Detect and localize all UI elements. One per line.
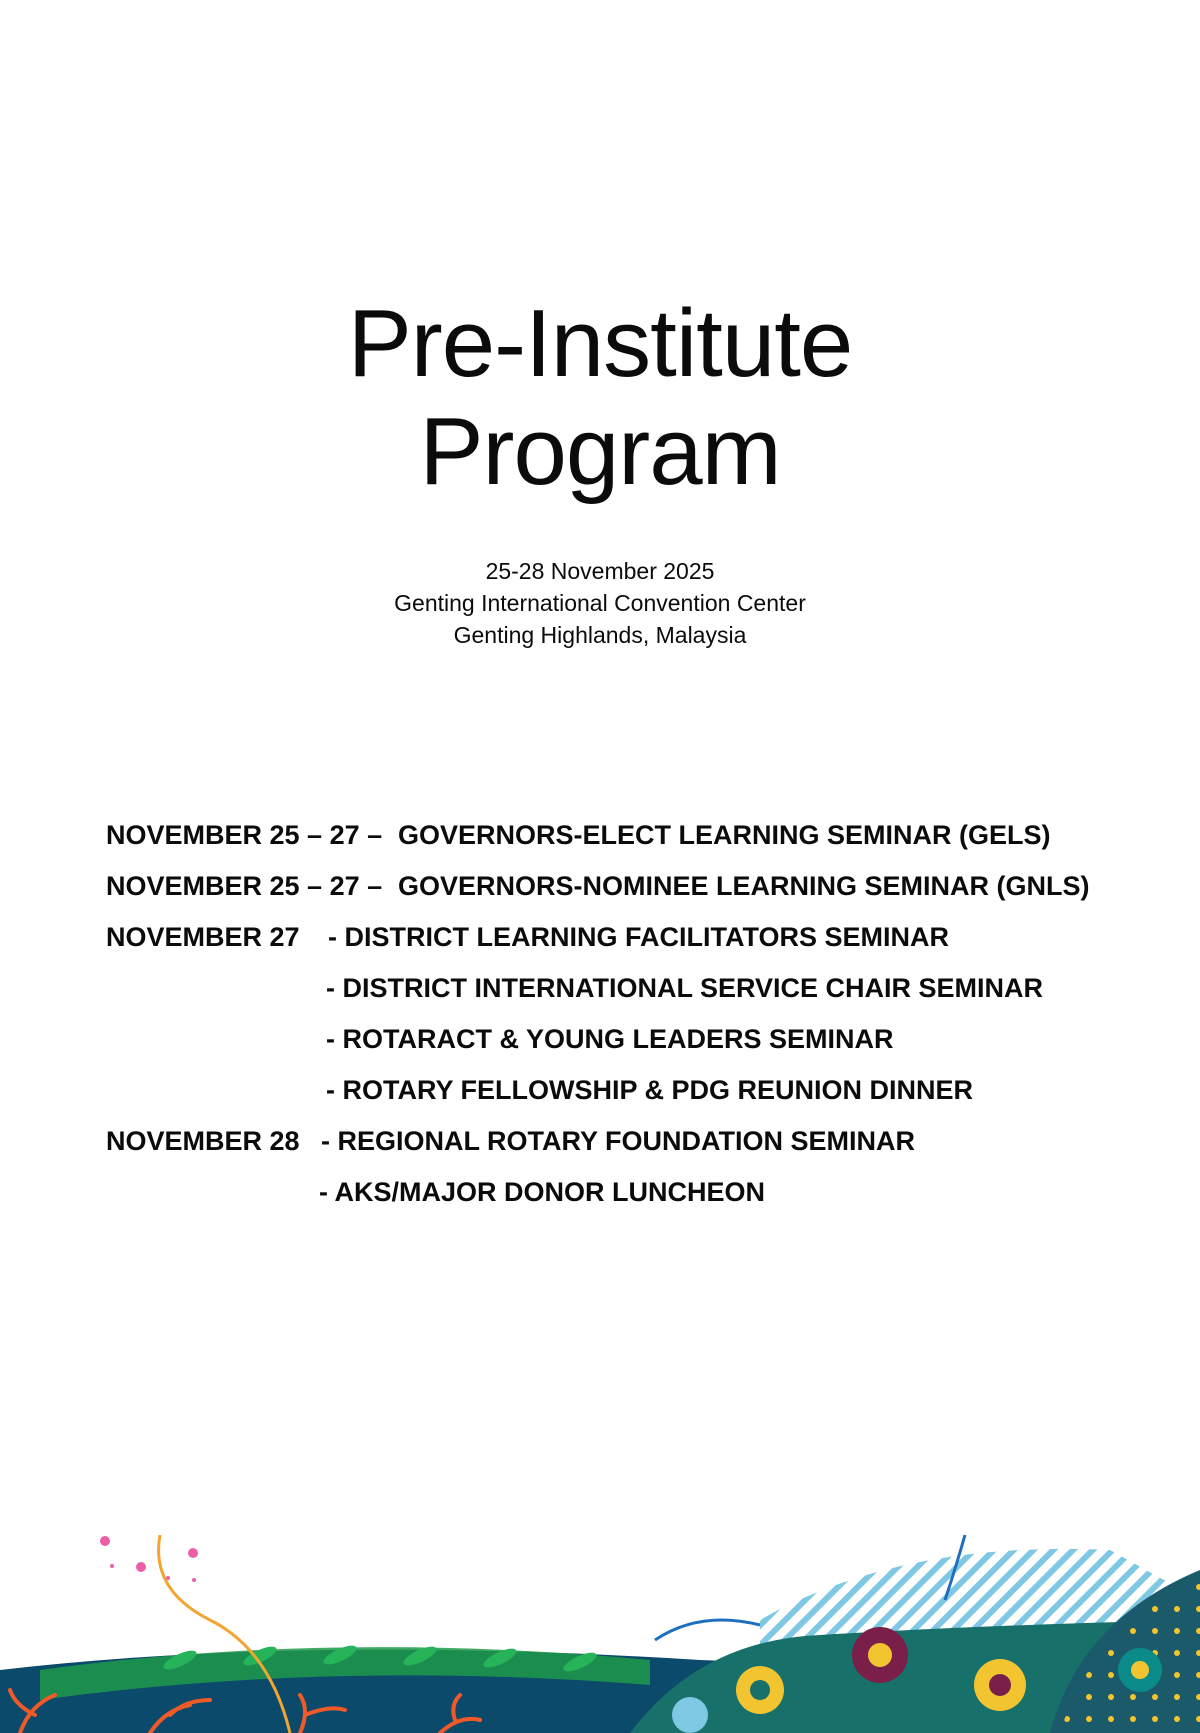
schedule-date: NOVEMBER 25 – 27 – [106,820,383,850]
batik-pattern-footer [0,1510,1200,1733]
schedule-row [106,912,1166,963]
schedule-event: - DISTRICT LEARNING FACILITATORS SEMINAR [328,922,949,952]
event-info [0,555,1200,651]
schedule-row [106,1065,1166,1116]
schedule-event: - AKS/MAJOR DONOR LUNCHEON [319,1177,766,1207]
schedule-date: NOVEMBER 25 – 27 – [106,871,383,901]
schedule-date: NOVEMBER 28 [106,1126,300,1156]
title-line-2: Program [419,398,781,505]
schedule-row [106,1116,1166,1167]
schedule-event: GOVERNORS-NOMINEE LEARNING SEMINAR (GNLS) [398,871,1090,901]
schedule-event: - REGIONAL ROTARY FOUNDATION SEMINAR [321,1126,915,1156]
event-venue: Genting International Convention Center [394,590,806,616]
schedule-row [106,1014,1166,1065]
schedule-event: - DISTRICT INTERNATIONAL SERVICE CHAIR SEMINAR [326,973,1044,1003]
title-line-1: Pre-Institute [347,290,853,397]
schedule-row [106,963,1166,1014]
page-title [0,290,1200,506]
schedule-event: GOVERNORS-ELECT LEARNING SEMINAR (GELS) [398,820,1051,850]
event-location: Genting Highlands, Malaysia [453,622,747,648]
schedule-event: - ROTARACT & YOUNG LEADERS SEMINAR [326,1024,894,1054]
schedule-date: NOVEMBER 27 [106,922,300,952]
schedule-row [106,861,1166,912]
schedule-row [106,810,1166,861]
schedule-event: - ROTARY FELLOWSHIP & PDG REUNION DINNER [326,1075,974,1105]
schedule-row [106,1167,1166,1218]
event-dates: 25-28 November 2025 [485,558,715,584]
schedule-list [106,810,1166,1218]
